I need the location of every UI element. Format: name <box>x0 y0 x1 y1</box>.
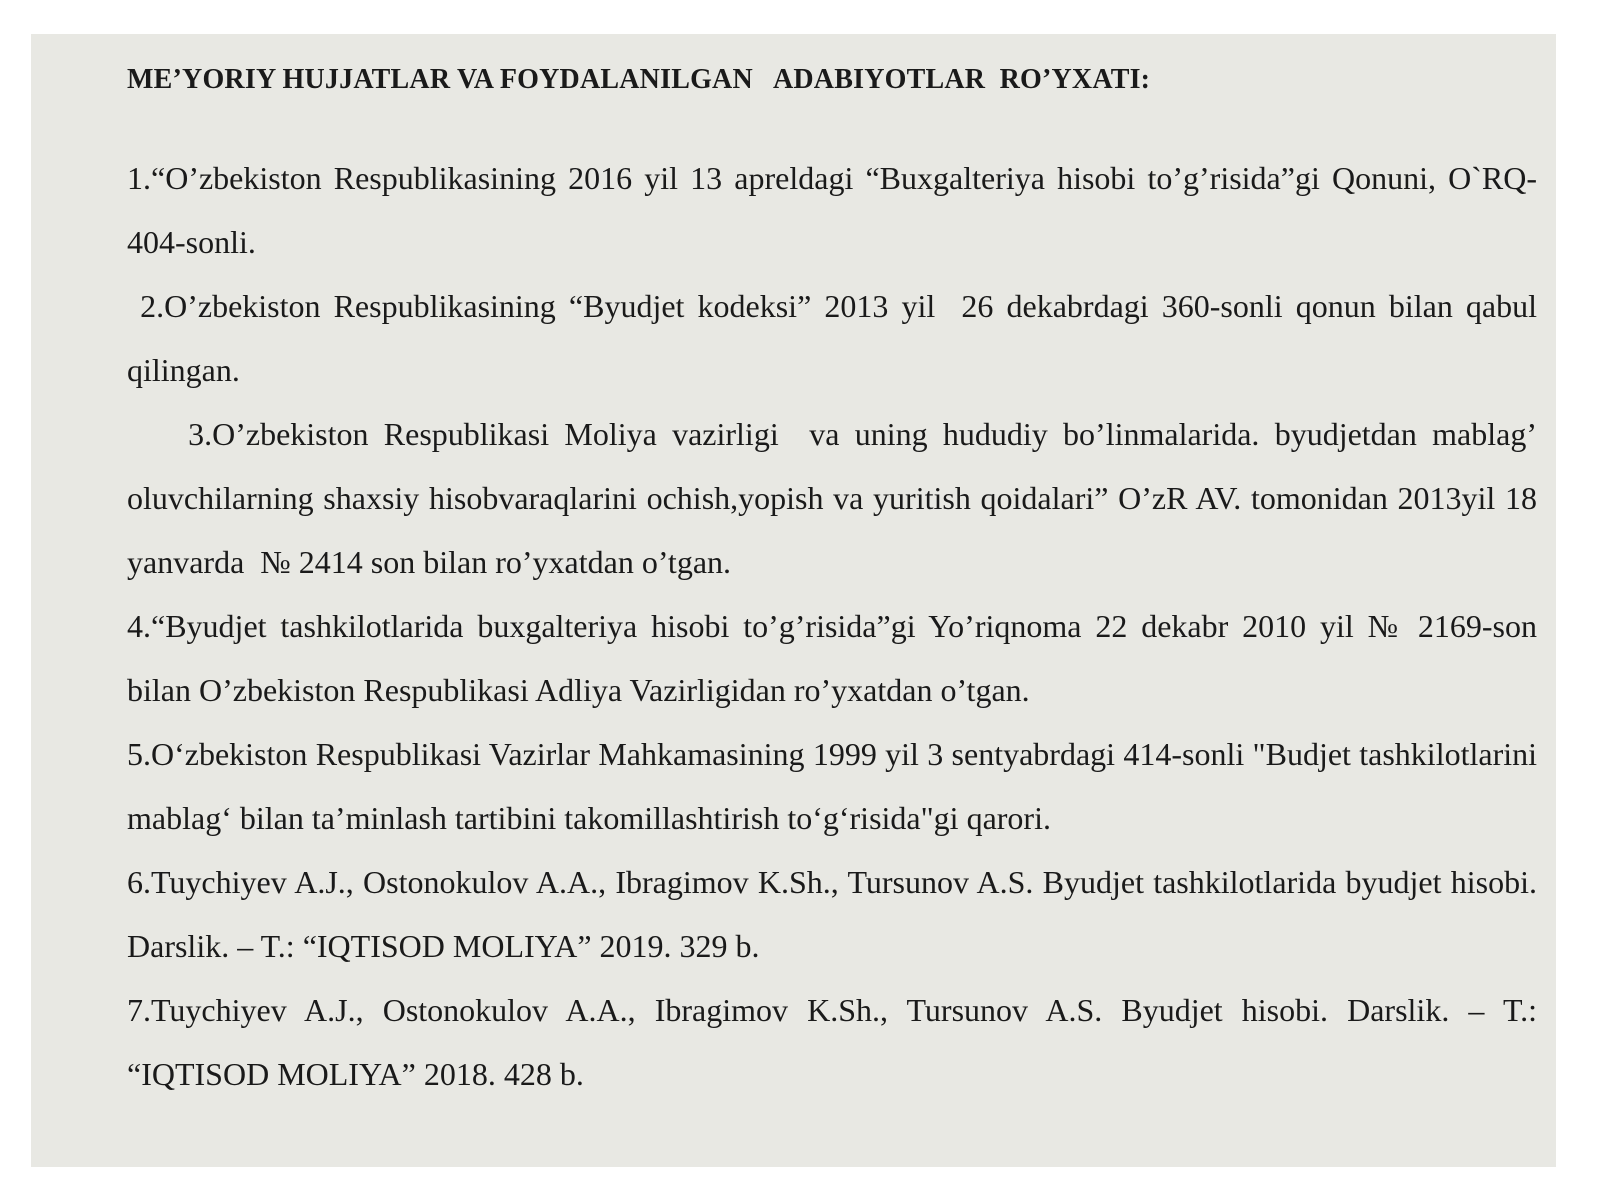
reference-item-4: 4.“Byudjet tashkilotlarida buxgalteriya hisobi to’g’risida”gi Yo’riqnoma 22 dekabr 2010 yil № 2169-son bilan O’zbekiston Respublikasi Adliya Vazirligidan ro’yxatdan o’tgan. <box>127 608 1537 708</box>
reference-item-3: 3.O’zbekiston Respublikasi Moliya vazirligi va uning hududiy bo’linmalarida. byudjetdan mablag’ oluvchilarning shaxsiy hisobvaraqlarini ochish,yopish va yuritish qoidalari” O’zR AV. tomonidan 2013yil 18 yanvarda № 2414 son bilan ro’yxatdan o’tgan. <box>127 416 1546 580</box>
reference-item-1: 1.“O’zbekiston Respublikasining 2016 yil 13 apreldagi “Buxgalteriya hisobi to’g’risida”gi Qonuni, O`RQ-404-sonli. <box>127 160 1537 260</box>
reference-item-2: 2.O’zbekiston Respublikasining “Byudjet kodeksi” 2013 yil 26 dekabrdagi 360-sonli qonun bilan qabul qilingan. <box>127 288 1546 388</box>
reference-item-5: 5.O‘zbekiston Respublikasi Vazirlar Mahkamasining 1999 yil 3 sentyabrdagi 414-sonli "Budjet tashkilotlarini mablag‘ bilan ta’minlash tartibini takomillashtirish to‘g‘risida"gi qarori. <box>127 736 1537 836</box>
slide <box>31 34 1556 1167</box>
reference-item-7: 7.Tuychiyev A.J., Ostonokulov A.A., Ibragimov K.Sh., Tursunov A.S. Byudjet hisobi. Darslik. – T.: “IQTISOD MOLIYA” 2018. 428 b. <box>127 992 1537 1092</box>
document-content <box>127 62 1546 1106</box>
reference-list <box>127 146 1546 1106</box>
reference-item-6: 6.Tuychiyev A.J., Ostonokulov A.A., Ibragimov K.Sh., Tursunov A.S. Byudjet tashkilotlarida byudjet hisobi. Darslik. – T.: “IQTISOD MOLIYA” 2019. 329 b. <box>127 864 1537 964</box>
document-title: ME’YORIY HUJJATLAR VA FOYDALANILGAN ADABIYOTLAR RO’YXATI: <box>127 64 1151 95</box>
